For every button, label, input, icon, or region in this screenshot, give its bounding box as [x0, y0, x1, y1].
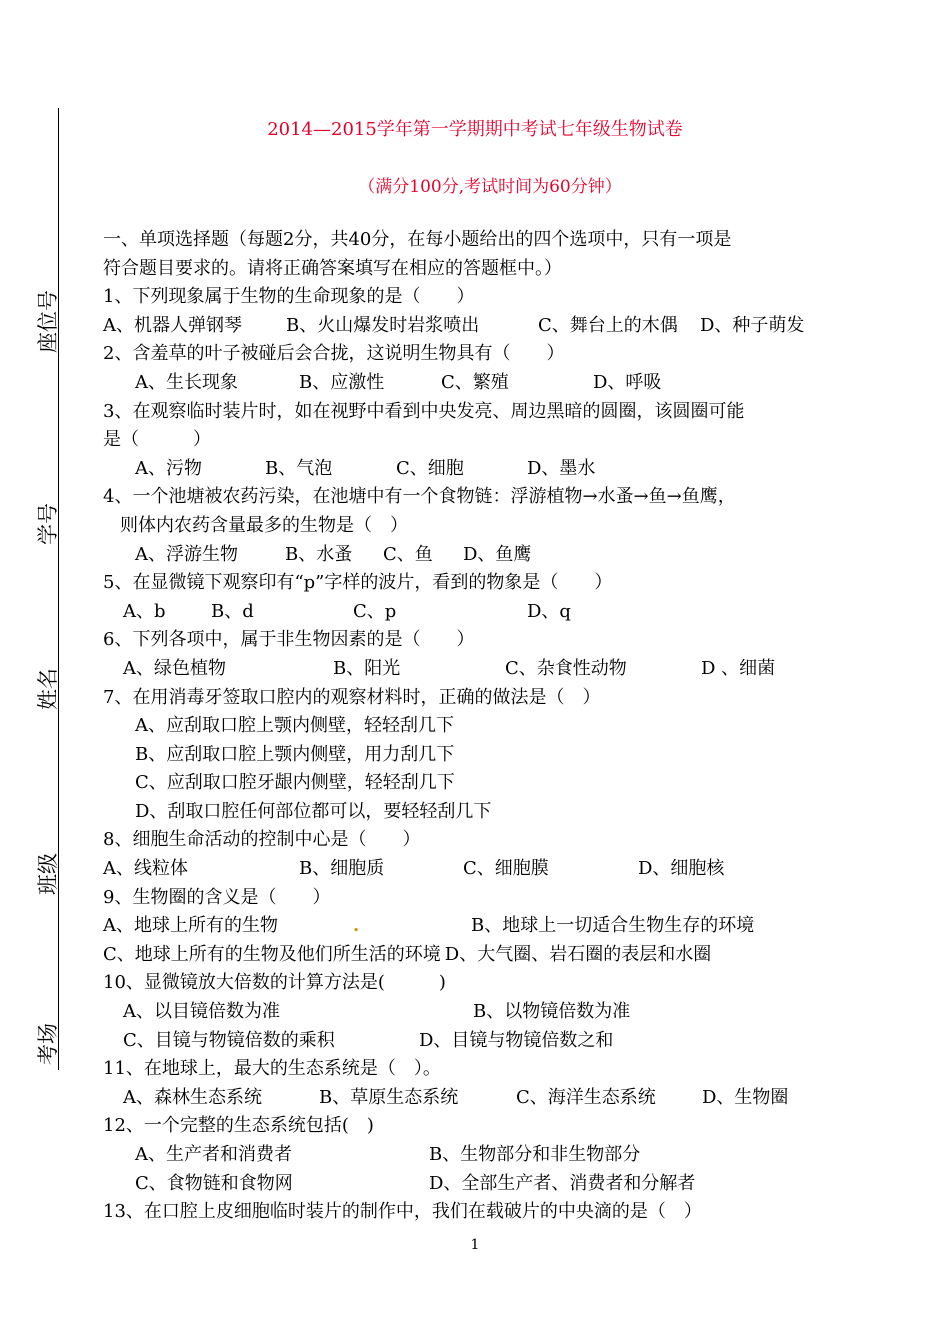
option: C、细胞膜 [463, 858, 549, 880]
question-12-stem: 12、一个完整的生态系统包括( ) [103, 1115, 374, 1137]
question-7-stem: 7、在用消毒牙签取口腔内的观察材料时，正确的做法是（ ） [103, 686, 601, 708]
option: B、水蚤 [285, 543, 353, 565]
option: C、地球上所有的生物及他们所生活的环境 [103, 943, 441, 965]
option: D、鱼鹰 [463, 543, 532, 565]
question-12-options-row2 [103, 1170, 873, 1199]
question-4-stem: 4、一个池塘被农药污染，在池塘中有一个食物链：浮游植物→水蚤→鱼→鱼鹰， [103, 486, 736, 508]
option: D、生物圈 [702, 1086, 789, 1108]
option: D、q [527, 600, 571, 622]
option: D、种子萌发 [700, 314, 805, 336]
question-10-options-row1 [103, 998, 873, 1027]
option: C、目镜与物镜倍数的乘积 [123, 1029, 335, 1051]
option: D、大气圈、岩石圈的表层和水圈 [444, 943, 712, 965]
section-heading: 一、单项选择题（每题2分，共40分，在每小题给出的四个选项中，只有一项是 [103, 229, 732, 250]
question-7-option-a: A、应刮取口腔上颚内侧壁，轻轻刮几下 [135, 715, 454, 737]
option: B、细胞质 [299, 858, 385, 880]
question-list [103, 226, 873, 1227]
option: A、生长现象 [135, 371, 238, 393]
question-8-options [103, 855, 873, 884]
option: B、草原生态系统 [319, 1086, 459, 1108]
option: D、全部生产者、消费者和分解者 [429, 1172, 696, 1194]
option: C、p [353, 600, 397, 622]
section-heading-cont: 符合题目要求的。请将正确答案填写在相应的答题框中。） [103, 257, 562, 279]
option: C、鱼 [383, 543, 433, 565]
question-4-stem-cont: 则体内农药含量最多的生物是（ ） [120, 514, 408, 536]
exam-room-label: 考场 [36, 1023, 60, 1065]
stray-mark: . [353, 915, 360, 937]
option: A、地球上所有的生物 [103, 915, 278, 937]
option: A、机器人弹钢琴 [103, 314, 242, 336]
question-3-options [103, 455, 873, 484]
question-1-stem: 1、下列现象属于生物的生命现象的是（ ） [103, 286, 475, 308]
student-id-label: 学号 [36, 503, 60, 545]
option: C、海洋生态系统 [516, 1086, 656, 1108]
question-1-options [103, 312, 873, 341]
seat-number-label: 座位号 [36, 290, 60, 353]
question-10-stem: 10、显微镜放大倍数的计算方法是( ) [103, 972, 446, 994]
question-11-options [103, 1084, 873, 1113]
question-7-option-d: D、刮取口腔任何部位都可以，要轻轻刮几下 [135, 800, 492, 822]
question-13-stem: 13、在口腔上皮细胞临时装片的制作中，我们在载破片的中央滴的是（ ） [103, 1201, 702, 1223]
option: B、地球上一切适合生物生存的环境 [471, 915, 755, 937]
question-3-stem: 3、在观察临时装片时，如在视野中看到中央发亮、周边黑暗的圆圈，该圆圈可能 [103, 400, 745, 422]
question-3-stem-cont: 是（ ） [103, 429, 211, 451]
question-5-options [103, 598, 873, 627]
question-4-options [103, 541, 873, 570]
binding-line [58, 108, 59, 1070]
question-12-options-row1 [103, 1141, 873, 1170]
question-2-options [103, 369, 873, 398]
question-7-option-b: B、应刮取口腔上颚内侧壁，用力刮几下 [135, 743, 455, 765]
option: A、生产者和消费者 [135, 1144, 292, 1165]
option: C、食物链和食物网 [135, 1172, 293, 1194]
option: B、阳光 [333, 657, 401, 679]
exam-title: 2014—2015学年第一学期期中考试七年级生物试卷 [267, 119, 683, 140]
option: B、应激性 [299, 371, 385, 393]
question-8-stem: 8、细胞生命活动的控制中心是（ ） [103, 829, 421, 851]
option: A、森林生态系统 [123, 1086, 262, 1108]
question-11-stem: 11、在地球上，最大的生态系统是（ ）。 [103, 1058, 441, 1080]
option: B、以物镜倍数为准 [473, 1001, 631, 1023]
question-2-stem: 2、含羞草的叶子被碰后会合拢，这说明生物具有（ ） [103, 343, 565, 365]
question-6-options [103, 655, 873, 684]
question-9-options-row2 [103, 941, 873, 970]
name-label: 姓名 [36, 668, 60, 710]
option: A、以目镜倍数为准 [123, 1001, 280, 1023]
option: C、繁殖 [441, 371, 509, 393]
option: A、b [123, 600, 166, 622]
question-6-stem: 6、下列各项中，属于非生物因素的是（ ） [103, 629, 475, 651]
option: D、目镜与物镜倍数之和 [419, 1029, 614, 1051]
question-9-options-row1 [103, 912, 873, 941]
option: C、舞台上的木偶 [538, 314, 678, 336]
option: D、细胞核 [638, 858, 725, 880]
option: D、墨水 [527, 457, 596, 479]
question-10-options-row2 [103, 1027, 873, 1056]
question-7-option-c: C、应刮取口腔牙龈内侧壁，轻轻刮几下 [135, 772, 455, 794]
option: A、绿色植物 [123, 657, 226, 679]
option: B、火山爆发时岩浆喷出 [286, 314, 480, 336]
option: C、细胞 [396, 457, 464, 479]
option: A、线粒体 [103, 858, 188, 880]
option: A、污物 [135, 457, 202, 479]
page-number: 1 [470, 1237, 480, 1253]
option: B、生物部分和非生物部分 [429, 1144, 641, 1165]
option: B、气泡 [265, 457, 333, 479]
exam-subtitle: （满分100分,考试时间为60分钟） [358, 177, 622, 197]
option: A、浮游生物 [135, 543, 238, 565]
option: B、d [211, 600, 254, 622]
question-5-stem: 5、在显微镜下观察印有“p”字样的波片，看到的物象是（ ） [103, 572, 613, 594]
class-label: 班级 [36, 853, 60, 895]
option: C、杂食性动物 [505, 657, 627, 679]
option: D 、细菌 [701, 657, 776, 679]
option: D、呼吸 [593, 371, 662, 393]
question-9-stem: 9、生物圈的含义是（ ） [103, 886, 331, 908]
